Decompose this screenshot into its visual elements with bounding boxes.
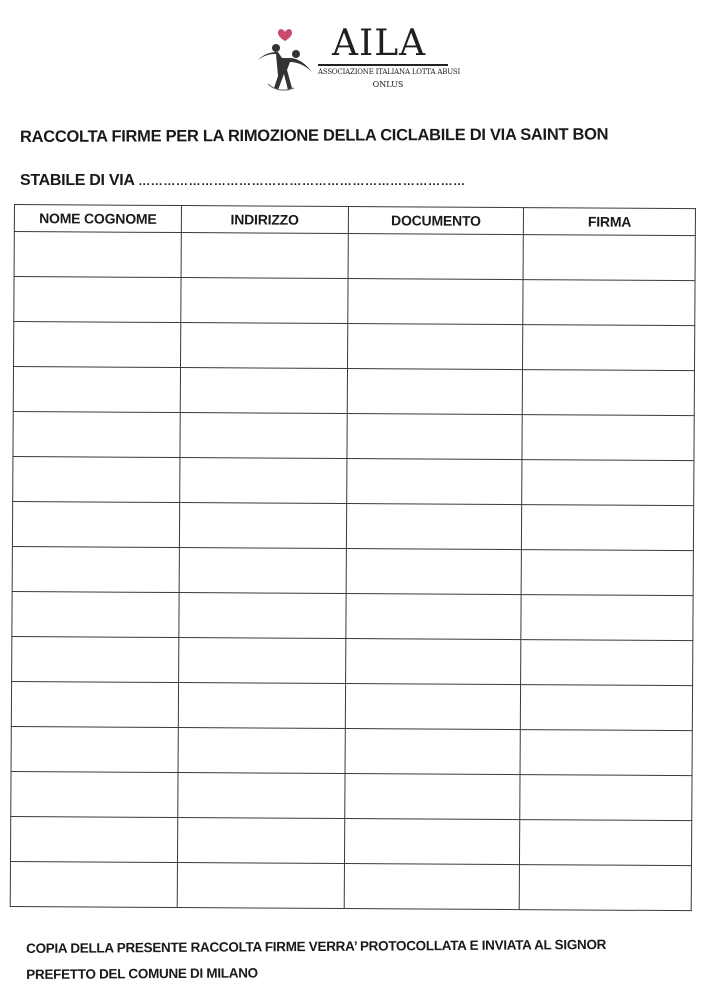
- column-header-address: INDIRIZZO: [181, 206, 348, 234]
- table-row: [12, 636, 693, 685]
- street-blank: ……………………………………………………………………: [138, 174, 466, 188]
- document-cell[interactable]: [344, 774, 520, 820]
- table-row: [11, 681, 692, 730]
- name-cell[interactable]: [12, 546, 179, 592]
- footer-line-2: PREFETTO DEL COMUNE DI MILANO: [26, 965, 258, 982]
- table-row: [12, 591, 693, 640]
- logo-emblem-icon: [254, 24, 316, 96]
- document-cell[interactable]: [344, 864, 520, 910]
- signature-cell[interactable]: [521, 685, 693, 731]
- address-cell[interactable]: [181, 233, 348, 279]
- signature-cell[interactable]: [523, 280, 695, 326]
- address-cell[interactable]: [180, 368, 347, 414]
- column-header-name: NOME COGNOME: [14, 205, 181, 233]
- table-row: [13, 367, 694, 416]
- document-cell[interactable]: [347, 279, 523, 325]
- signature-cell[interactable]: [522, 415, 694, 461]
- address-cell[interactable]: [179, 503, 346, 549]
- table-body: [10, 232, 695, 911]
- document-cell[interactable]: [346, 549, 522, 595]
- address-cell[interactable]: [177, 818, 344, 864]
- address-cell[interactable]: [177, 863, 344, 909]
- table-header-row: [14, 205, 695, 236]
- name-cell[interactable]: [14, 277, 181, 323]
- name-cell[interactable]: [12, 501, 179, 547]
- table-row: [12, 501, 693, 550]
- footer-note: [26, 931, 686, 988]
- signature-cell[interactable]: [521, 595, 693, 641]
- signature-cell[interactable]: [523, 235, 695, 281]
- name-cell[interactable]: [13, 411, 180, 457]
- logo-divider: [318, 64, 448, 66]
- name-cell[interactable]: [10, 861, 177, 907]
- address-cell[interactable]: [178, 773, 345, 819]
- table-row: [10, 816, 691, 865]
- table-row: [13, 456, 694, 505]
- logo-name: AILA: [332, 23, 427, 64]
- address-cell[interactable]: [180, 413, 347, 459]
- signature-table: [10, 204, 696, 911]
- signature-cell[interactable]: [520, 865, 692, 911]
- document-cell[interactable]: [348, 234, 524, 280]
- signature-cell[interactable]: [523, 325, 695, 371]
- address-cell[interactable]: [179, 593, 346, 639]
- column-header-signature: FIRMA: [524, 208, 696, 236]
- signature-cell[interactable]: [520, 730, 692, 776]
- document-cell[interactable]: [346, 594, 522, 640]
- document-cell[interactable]: [347, 369, 523, 415]
- street-label: STABILE DI VIA: [20, 172, 135, 189]
- signature-cell[interactable]: [523, 370, 695, 416]
- document-cell[interactable]: [347, 324, 523, 370]
- name-cell[interactable]: [11, 681, 178, 727]
- signature-cell[interactable]: [521, 640, 693, 686]
- table-row: [10, 861, 691, 910]
- name-cell[interactable]: [12, 636, 179, 682]
- document-cell[interactable]: [346, 459, 522, 505]
- table-row: [11, 726, 692, 775]
- document-cell[interactable]: [344, 819, 520, 865]
- column-header-document: DOCUMENTO: [348, 207, 524, 235]
- name-cell[interactable]: [14, 322, 181, 368]
- address-cell[interactable]: [178, 638, 345, 684]
- table-row: [13, 411, 694, 460]
- name-cell[interactable]: [10, 816, 177, 862]
- signature-cell[interactable]: [522, 505, 694, 551]
- table-row: [14, 322, 695, 371]
- document-cell[interactable]: [345, 684, 521, 730]
- footer-line-1: COPIA DELLA PRESENTE RACCOLTA FIRME VERRA’ PROTOCOLLATA E INVIATA AL SIGNOR: [26, 936, 607, 956]
- document-cell[interactable]: [347, 414, 523, 460]
- table-row: [11, 771, 692, 820]
- address-cell[interactable]: [180, 323, 347, 369]
- document-cell[interactable]: [345, 729, 521, 775]
- logo-subtitle: ASSOCIAZIONE ITALIANA LOTTA ABUSI: [318, 68, 461, 76]
- address-cell[interactable]: [180, 458, 347, 504]
- street-line: [20, 172, 580, 190]
- logo-suffix: ONLUS: [372, 80, 404, 89]
- aila-logo: [254, 24, 464, 96]
- document-cell[interactable]: [345, 639, 521, 685]
- address-cell[interactable]: [181, 278, 348, 324]
- signature-cell[interactable]: [522, 460, 694, 506]
- name-cell[interactable]: [11, 771, 178, 817]
- signature-table-wrapper: [10, 204, 696, 908]
- name-cell[interactable]: [13, 456, 180, 502]
- name-cell[interactable]: [14, 232, 181, 278]
- table-row: [14, 277, 695, 326]
- address-cell[interactable]: [178, 683, 345, 729]
- signature-cell[interactable]: [520, 775, 692, 821]
- table-row: [14, 232, 695, 281]
- name-cell[interactable]: [12, 591, 179, 637]
- address-cell[interactable]: [179, 548, 346, 594]
- document-cell[interactable]: [346, 504, 522, 550]
- document-title: RACCOLTA FIRME PER LA RIMOZIONE DELLA CICLABILE DI VIA SAINT BON: [20, 125, 609, 146]
- address-cell[interactable]: [178, 728, 345, 774]
- signature-cell[interactable]: [520, 820, 692, 866]
- table-row: [12, 546, 693, 595]
- signature-cell[interactable]: [521, 550, 693, 596]
- name-cell[interactable]: [13, 367, 180, 413]
- name-cell[interactable]: [11, 726, 178, 772]
